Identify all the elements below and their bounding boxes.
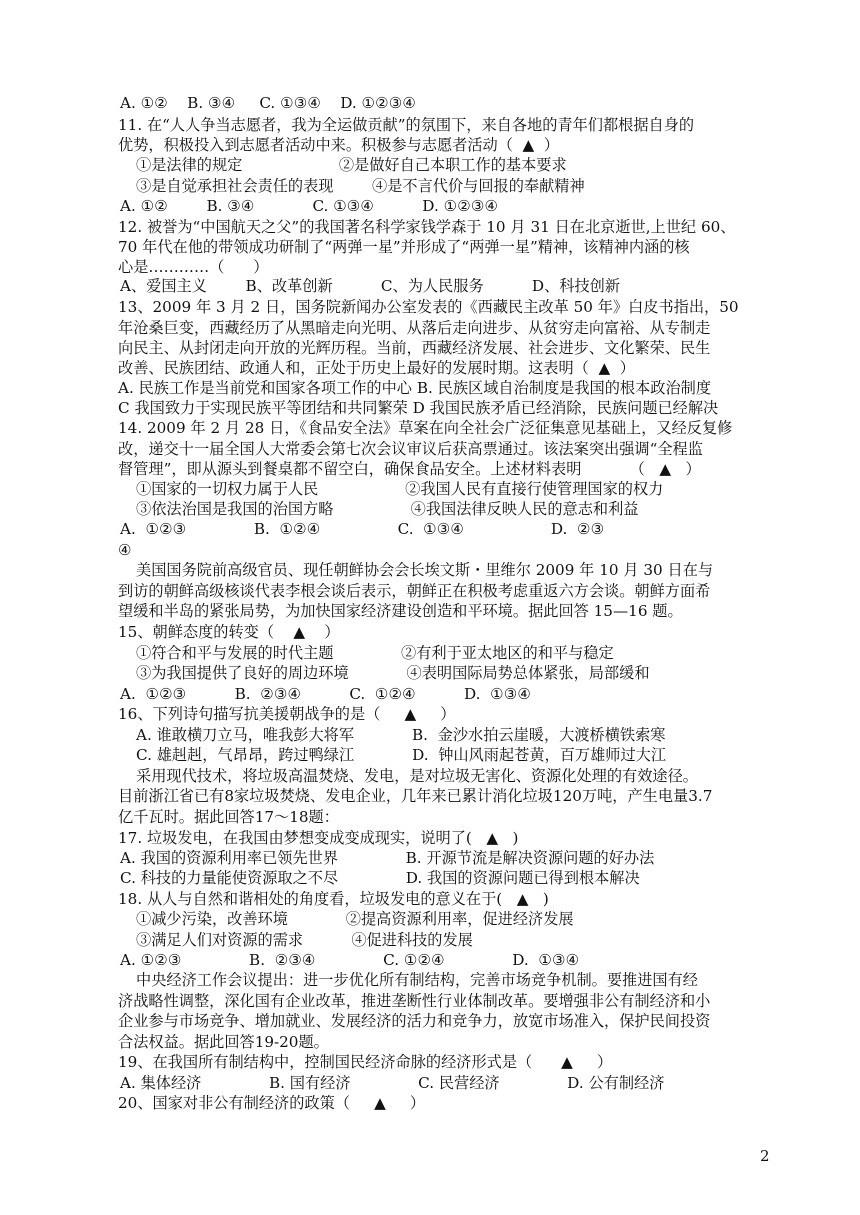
q18-statements: ①减少污染，改善环境 ②提高资源利用率，促进经济发展 [136,910,574,928]
q12-stem: 心是…………（ ） [118,258,269,276]
q20-stem: 20、国家对非公有制经济的政策（ ▲ ） [118,1094,426,1112]
q19-options: A. 集体经济 B. 国有经济 C. 民营经济 D. 公有制经济 [120,1074,665,1092]
page-number: 2 [760,1147,770,1165]
q14-options-wrap: ④ [118,541,132,559]
q13-stem: 向民主、从封闭走向开放的光辉历程。当前，西藏经济发展、社会进步、文化繁荣、民生 [118,339,711,357]
q13-options: A. 民族工作是当前党和国家各项工作的中心 B. 民族区域自治制度是我国的根本政治制度 [118,379,712,397]
q11-stem: 11. 在“人人争当志愿者，我为全运做贡献”的氛围下，来自各地的青年们都根据自身的 [118,116,695,134]
q16-stem: 16、下列诗句描写抗美援朝战争的是（ ▲ ） [118,705,456,723]
q14-stem: 14. 2009 年 2 月 28 日，《食品安全法》草案在向全社会广泛征集意见基础上，又经反复修 [118,419,733,437]
q17-stem: 17. 垃圾发电，在我国由梦想变成变成现实，说明了( ▲ ) [118,829,519,847]
q15-options: A. ①②③ B. ②③④ C. ①②④ D. ①③④ [120,685,531,703]
q12-options: A、爱国主义 B、改革创新 C、为人民服务 D、科技创新 [120,277,621,295]
passage-19-20: 济战略性调整，深化国有企业改革，推进垄断性行业体制改革。要增强非公有制经济和小 [118,992,711,1010]
q18-stem: 18. 从人与自然和谐相处的角度看，垃圾发电的意义在于( ▲ ) [118,890,549,908]
q13-stem: 年沧桑巨变，西藏经历了从黑暗走向光明、从落后走向进步、从贫穷走向富裕、从专制走 [118,319,711,337]
q11-statements: ③是自觉承担社会责任的表现 ④是不言代价与回报的奉献精神 [136,177,585,195]
passage-17-18: 采用现代技术，将垃圾高温焚烧、发电，是对垃圾无害化、资源化处理的有效途径。 [136,767,698,785]
q18-statements: ③满足人们对资源的需求 ④促进科技的发展 [136,931,473,949]
passage-15-16: 到访的朝鲜高级核谈代表李根会谈后表示，朝鲜正在积极考虑重返六方会谈。朝鲜方面希 [118,582,711,600]
q14-statements: ③依法治国是我国的治国方略 ④我国法律反映人民的意志和利益 [136,500,639,518]
q14-statements: ①国家的一切权力属于人民 ②我国人民有直接行使管理国家的权力 [136,480,664,498]
q11-stem: 优势，积极投入到志愿者活动中来。积极参与志愿者活动（ ▲ ） [118,136,560,154]
q14-stem: 改，递交十一届全国人大常委会第七次会议审议后获高票通过。该法案突出强调“全程监 [118,440,703,458]
q13-stem: 13、2009 年 3 月 2 日，国务院新闻办公室发表的《西藏民主改革 50 年》白皮书指出，50 [118,298,739,316]
q13-stem: 改善、民族团结、政通人和，正处于历史上最好的发展时期。这表明（ ▲ ） [118,359,635,377]
q12-stem: 12. 被誉为“中国航天之父”的我国著名科学家钱学森于 10 月 31 日在北京逝世,上世纪 60、 [118,218,736,236]
q12-stem: 70 年代在他的带领成功研制了“两弹一星”并形成了“两弹一星”精神，该精神内涵的核 [118,238,690,256]
q11-options: A. ①② B. ③④ C. ①③④ D. ①②③④ [120,197,499,215]
q15-statements: ③为我国提供了良好的周边环境 ④表明国际局势总体紧张，局部缓和 [136,664,650,682]
passage-19-20: 企业参与市场竞争、增加就业、发展经济的活力和竞争力，放宽市场准入，保护民间投资 [118,1012,711,1030]
passage-15-16: 望缓和半岛的紧张局势，为加快国家经济建设创造和平环境。据此回答 15—16 题。 [118,602,683,620]
q17-options: C. 科技的力量能使资源取之不尽 D. 我国的资源问题已得到根本解决 [120,869,640,887]
passage-15-16: 美国国务院前高级官员、现任朝鲜协会会长埃文斯・里维尔 2009 年 10 月 30 日在与 [136,561,714,579]
q18-options: A. ①②③ B. ②③④ C. ①②④ D. ①③④ [120,951,580,969]
q14-stem: 督管理”，即从源头到餐桌都不留空白，确保食品安全。上述材料表明 （ ▲ ） [118,460,701,478]
passage-19-20: 中央经济工作会议提出：进一步优化所有制结构，完善市场竞争机制。要推进国有经 [136,971,698,989]
q16-options: A. 谁敢横刀立马，唯我彭大将军 B. 金沙水拍云崖暖，大渡桥横铁索寒 [136,726,666,744]
q16-options: C. 雄赳赳，气昂昂，跨过鸭绿江 D. 钟山风雨起苍黄，百万雄师过大江 [136,746,667,764]
q19-stem: 19、在我国所有制结构中，控制国民经济命脉的经济形式是（ ▲ ） [118,1053,613,1071]
passage-17-18: 目前浙江省已有8家垃圾焚烧、发电企业，几年来已累计消化垃圾120万吨，产生电量3.7 [118,787,713,805]
q11-statements: ①是法律的规定 ②是做好自己本职工作的基本要求 [136,156,567,174]
q17-options: A. 我国的资源利用率已领先世界 B. 开源节流是解决资源问题的好办法 [120,849,655,867]
q15-stem: 15、朝鲜态度的转变（ ▲ ） [118,623,340,641]
passage-17-18: 亿千瓦时。据此回答17～18题： [118,808,339,826]
q15-statements: ①符合和平与发展的时代主题 ②有利于亚太地区的和平与稳定 [136,644,614,662]
passage-19-20: 合法权益。据此回答19-20题。 [118,1033,329,1051]
q14-options: A. ①②③ B. ①②④ C. ①③④ D. ②③ [120,520,605,538]
q13-options: C 我国致力于实现民族平等团结和共同繁荣 D 我国民族矛盾已经消除，民族问题已经解决 [118,399,719,417]
q10-options: A. ①② B. ③④ C. ①③④ D. ①②③④ [120,94,416,112]
